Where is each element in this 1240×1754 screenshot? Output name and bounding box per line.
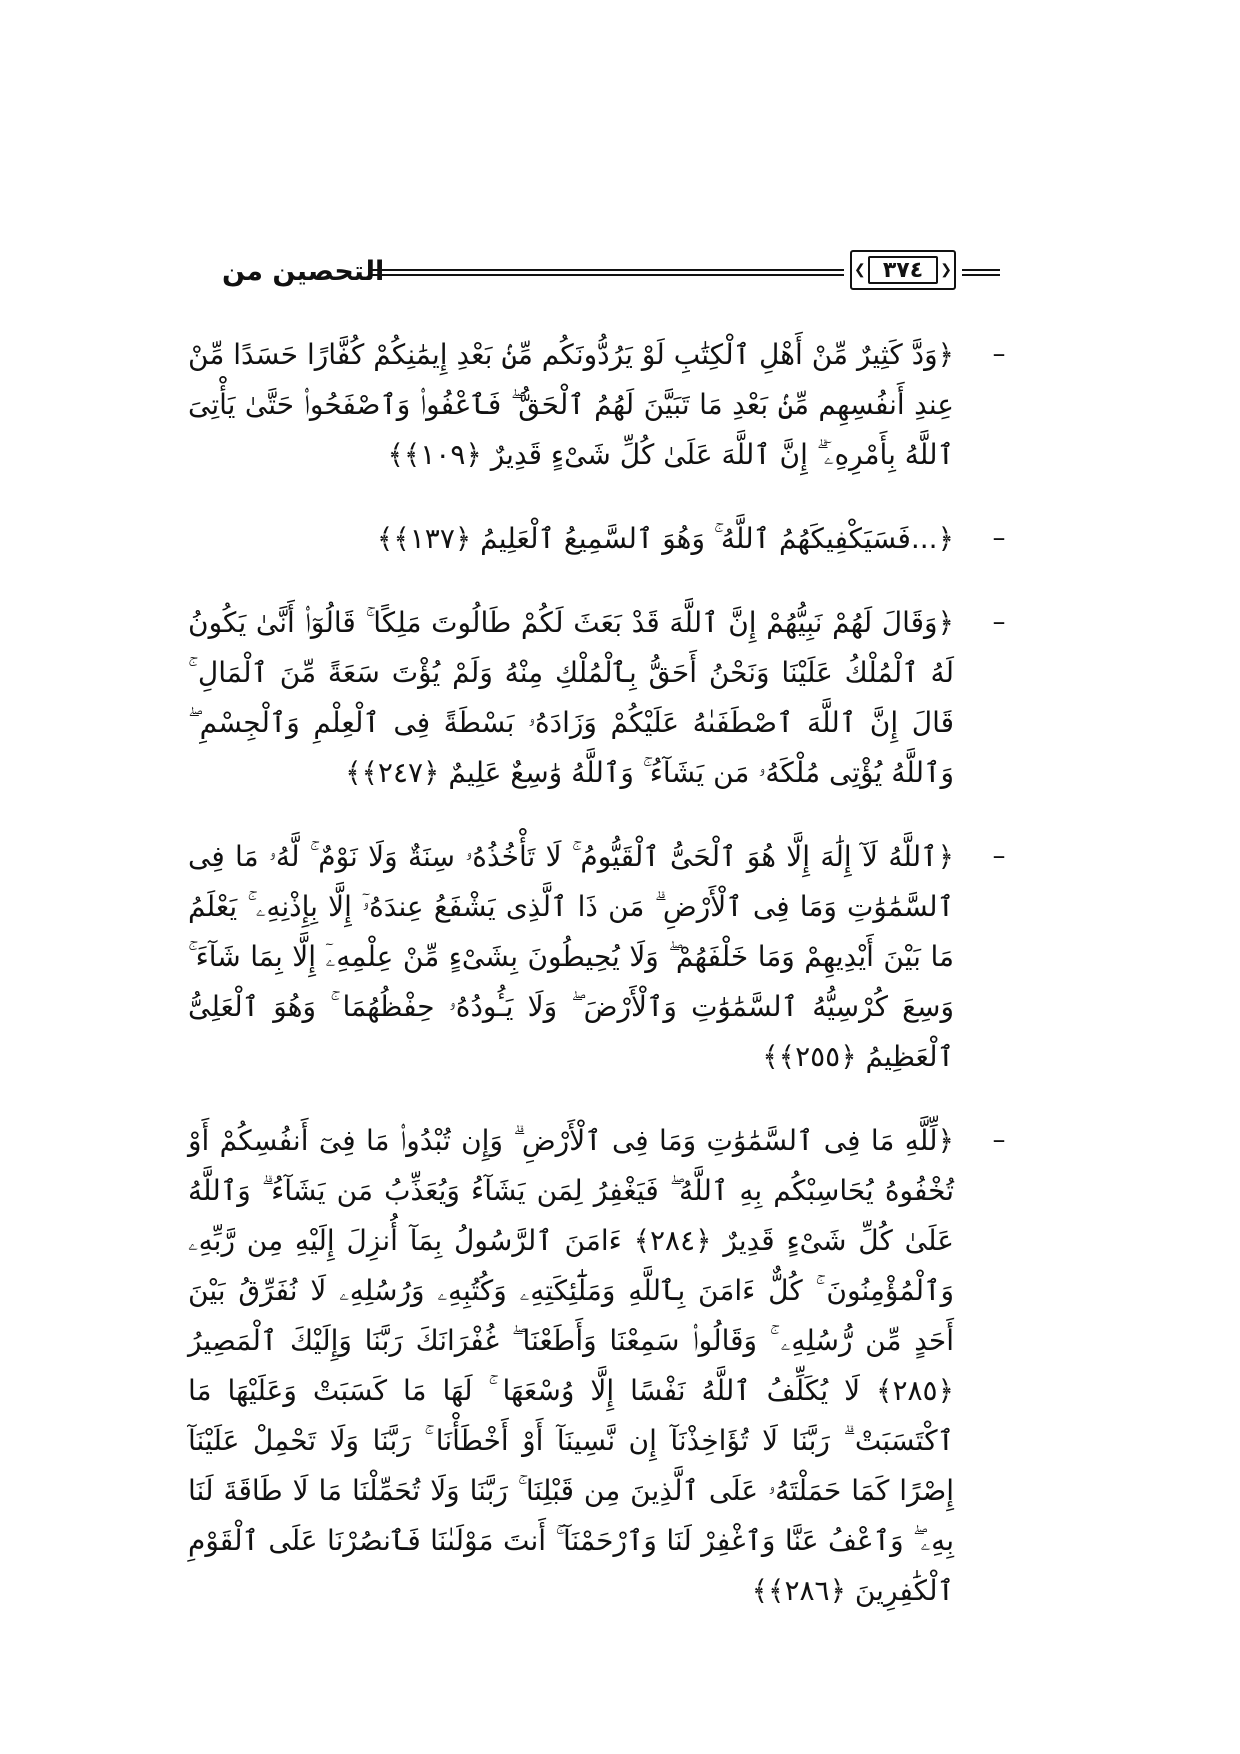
verse-block [188, 514, 1006, 564]
page-number: ٣٧٤ [868, 256, 938, 284]
badge-ornament-right-icon: ❯ [940, 262, 952, 278]
badge-ornament-left-icon: ❮ [854, 262, 866, 278]
running-title: التحصين من [222, 256, 385, 287]
header-rule-left [370, 269, 844, 276]
verse-block [188, 832, 1006, 1082]
verse-text: ﴿وَدَّ كَثِيرٌ مِّنْ أَهْلِ ٱلْكِتَٰبِ لَوْ يَرُدُّونَكُم مِّنۢ بَعْدِ إِيمَٰنِكُمْ كُفَّارًا حَسَدًا مِّنْ عِندِ أَنفُسِهِم مِّنۢ بَعْدِ مَا تَبَيَّنَ لَهُمُ ٱلْحَقُّ ۖ فَٱعْفُوا۟ وَٱصْفَحُوا۟ حَتَّىٰ يَأْتِىَ ٱللَّهُ بِأَمْرِهِۦٓ ۗ إِنَّ ٱللَّهَ عَلَىٰ كُلِّ شَىْءٍ قَدِيرٌ ﴿١٠٩﴾﴾ [188, 338, 954, 471]
page-number-badge [850, 250, 956, 290]
verse-text: ﴿ٱللَّهُ لَآ إِلَٰهَ إِلَّا هُوَ ٱلْحَىُّ ٱلْقَيُّومُ ۚ لَا تَأْخُذُهُۥ سِنَةٌ وَلَا نَوْمٌ ۚ لَّهُۥ مَا فِى ٱلسَّمَٰوَٰتِ وَمَا فِى ٱلْأَرْضِ ۗ مَن ذَا ٱلَّذِى يَشْفَعُ عِندَهُۥٓ إِلَّا بِإِذْنِهِۦ ۚ يَعْلَمُ مَا بَيْنَ أَيْدِيهِمْ وَمَا خَلْفَهُمْ ۖ وَلَا يُحِيطُونَ بِشَىْءٍ مِّنْ عِلْمِهِۦٓ إِلَّا بِمَا شَآءَ ۚ وَسِعَ كُرْسِيُّهُ ٱلسَّمَٰوَٰتِ وَٱلْأَرْضَ ۖ وَلَا يَـُٔودُهُۥ حِفْظُهُمَا ۚ وَهُوَ ٱلْعَلِىُّ ٱلْعَظِيمُ ﴿٢٥٥﴾﴾ [188, 840, 954, 1073]
verse-block [188, 330, 1006, 480]
verse-block [188, 1116, 1006, 1616]
header-rule-right [962, 269, 1000, 276]
verse-text: ﴿...فَسَيَكْفِيكَهُمُ ٱللَّهُ ۚ وَهُوَ ٱلسَّمِيعُ ٱلْعَلِيمُ ﴿١٣٧﴾﴾ [376, 522, 954, 555]
verse-block [188, 598, 1006, 798]
list-dash: – [992, 607, 1006, 637]
page-header [222, 250, 1000, 294]
list-dash: – [992, 339, 1006, 369]
list-dash: – [992, 1125, 1006, 1155]
list-dash: – [992, 523, 1006, 553]
verse-list [188, 330, 1006, 1650]
list-dash: – [992, 841, 1006, 871]
verse-text: ﴿لِّلَّهِ مَا فِى ٱلسَّمَٰوَٰتِ وَمَا فِى ٱلْأَرْضِ ۗ وَإِن تُبْدُوا۟ مَا فِىٓ أَنفُسِكُمْ أَوْ تُخْفُوهُ يُحَاسِبْكُم بِهِ ٱللَّهُ ۖ فَيَغْفِرُ لِمَن يَشَآءُ وَيُعَذِّبُ مَن يَشَآءُ ۗ وَٱللَّهُ عَلَىٰ كُلِّ شَىْءٍ قَدِيرٌ ﴿٢٨٤﴾ ءَامَنَ ٱلرَّسُولُ بِمَآ أُنزِلَ إِلَيْهِ مِن رَّبِّهِۦ وَٱلْمُؤْمِنُونَ ۚ كُلٌّ ءَامَنَ بِٱللَّهِ وَمَلَٰٓئِكَتِهِۦ وَكُتُبِهِۦ وَرُسُلِهِۦ لَا نُفَرِّقُ بَيْنَ أَحَدٍ مِّن رُّسُلِهِۦ ۚ وَقَالُوا۟ سَمِعْنَا وَأَطَعْنَا ۖ غُفْرَانَكَ رَبَّنَا وَإِلَيْكَ ٱلْمَصِيرُ ﴿٢٨٥﴾ لَا يُكَلِّفُ ٱللَّهُ نَفْسًا إِلَّا وُسْعَهَا ۚ لَهَا مَا كَسَبَتْ وَعَلَيْهَا مَا ٱكْتَسَبَتْ ۗ رَبَّنَا لَا تُؤَاخِذْنَآ إِن نَّسِينَآ أَوْ أَخْطَأْنَا ۚ رَبَّنَا وَلَا تَحْمِلْ عَلَيْنَآ إِصْرًا كَمَا حَمَلْتَهُۥ عَلَى ٱلَّذِينَ مِن قَبْلِنَا ۚ رَبَّنَا وَلَا تُحَمِّلْنَا مَا لَا طَاقَةَ لَنَا بِهِۦ ۖ وَٱعْفُ عَنَّا وَٱغْفِرْ لَنَا وَٱرْحَمْنَآ ۚ أَنتَ مَوْلَىٰنَا فَٱنصُرْنَا عَلَى ٱلْقَوْمِ ٱلْكَٰفِرِينَ ﴿٢٨٦﴾﴾ [188, 1124, 954, 1607]
verse-text: ﴿وَقَالَ لَهُمْ نَبِيُّهُمْ إِنَّ ٱللَّهَ قَدْ بَعَثَ لَكُمْ طَالُوتَ مَلِكًا ۚ قَالُوٓا۟ أَنَّىٰ يَكُونُ لَهُ ٱلْمُلْكُ عَلَيْنَا وَنَحْنُ أَحَقُّ بِٱلْمُلْكِ مِنْهُ وَلَمْ يُؤْتَ سَعَةً مِّنَ ٱلْمَالِ ۚ قَالَ إِنَّ ٱللَّهَ ٱصْطَفَىٰهُ عَلَيْكُمْ وَزَادَهُۥ بَسْطَةً فِى ٱلْعِلْمِ وَٱلْجِسْمِ ۖ وَٱللَّهُ يُؤْتِى مُلْكَهُۥ مَن يَشَآءُ ۚ وَٱللَّهُ وَٰسِعٌ عَلِيمٌ ﴿٢٤٧﴾﴾ [188, 606, 954, 789]
